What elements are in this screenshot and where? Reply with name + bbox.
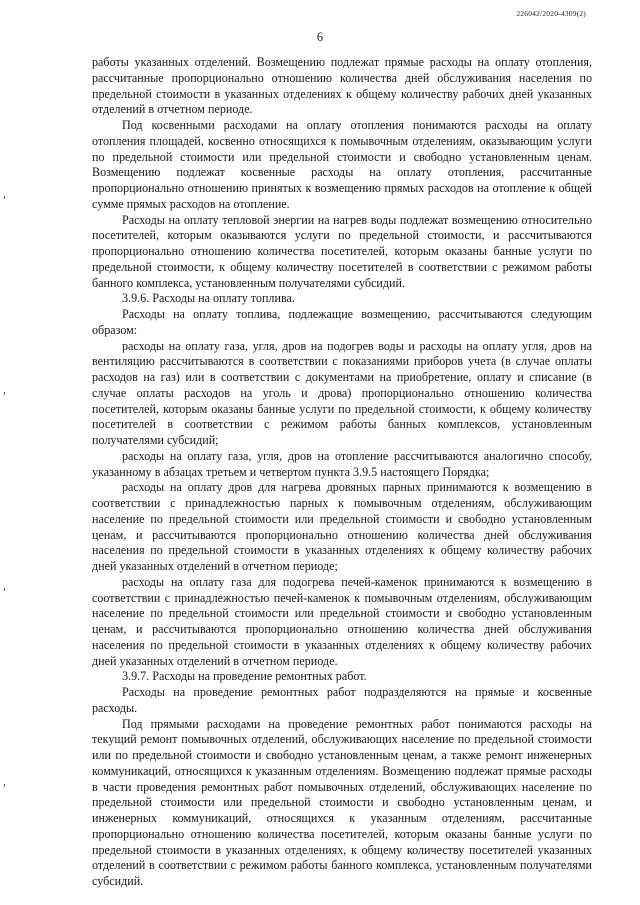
paragraph: Расходы на проведение ремонтных работ подразделяются на прямые и косвенные расходы. [92, 685, 592, 715]
paragraph: расходы на оплату газа, угля, дров на подогрев воды и расходы на оплату угля, дров на вентиляцию рассчитываются в соответствии с показаниями приборов учета (в случае оплаты расходов на газ) или в соответствии с документами на приобретение, оплату и списание (в случае оплаты расходов на уголь и дрова) пропорционально отношению количества посетителей, которым оказаны банные услуги по предельной стоимости, к общему количеству посетителей в соответствии с режимом работы банных комплексов, установленным получателями субсидий; [92, 338, 592, 447]
paragraph: расходы на оплату газа для подогрева печей-каменок принимаются к возмещению в соответствии с принадлежностью печей-каменок к помывочным отделениям, обслуживающим население по предельной стоимости или предельной стоимости и свободно установленным ценам, и рассчитываются пропорционально отношению количества дней обслуживания населения по предельной стоимости в указанных отделениях к общему количеству рабочих дней указанных отделений в отчетном периоде. [92, 574, 592, 668]
paragraph: работы указанных отделений. Возмещению подлежат прямые расходы на оплату отопления, рассчитанные пропорционально отношению количества дней обслуживания населения по предельной стоимости в указанных отделениях к общему количеству рабочих дней указанных отделений в отчетном периоде. [92, 55, 592, 117]
paragraph: расходы на оплату дров для нагрева дровяных парных принимаются к возмещению в соответствии с принадлежностью парных к помывочным отделениям, обслуживающим население по предельной стоимости или предельной стоимости и свободно установленным ценам, и рассчитываются пропорционально отношению количества дней обслуживания населения по предельной стоимости в указанных отделениях к общему количеству рабочих дней указанных отделений в отчетном периоде; [92, 480, 592, 573]
paragraph: расходы на оплату газа, угля, дров на отопление рассчитываются аналогично способу, указанному в абзацах третьем и четвертом пункта 3.9.5 настоящего Порядка; [92, 448, 592, 479]
scan-speck [4, 588, 5, 591]
section-heading: 3.9.7. Расходы на проведение ремонтных работ. [122, 669, 367, 684]
section-heading: 3.9.6. Расходы на оплату топлива. [122, 291, 295, 306]
document-id: 226042/2020-4309(2) [516, 9, 586, 18]
scan-speck [4, 196, 5, 199]
document-body [92, 55, 592, 890]
paragraph: Под прямыми расходами на проведение ремонтных работ понимаются расходы на текущий ремонт помывочных отделений, обслуживающих население по предельной стоимости или по предельной стоимости и свободно установленным ценам, а также ремонт инженерных коммуникаций, относящихся к указанным отделениям. Возмещению подлежат прямые расходы в части проведения ремонтных работ помывочных отделений, обслуживающих население по предельной стоимости или предельной стоимости и свободно установленным ценам, и инженерных коммуникаций, относящихся к указанным отделениям, рассчитанные пропорционально отношению количества посетителей, которым оказаны банные услуги по предельной стоимости в указанных отделениях, к общему количеству посетителей указанных отделений в соответствии с режимом работы банного комплекса, установленным получателями субсидий. [92, 716, 592, 888]
paragraph: Расходы на оплату топлива, подлежащие возмещению, рассчитываются следующим образом: [92, 307, 592, 337]
paragraph: Расходы на оплату тепловой энергии на нагрев воды подлежат возмещению относительно посетителей, которым оказываются услуги по предельной стоимости, и рассчитываются пропорционально отношению количества посетителей, которым оказаны банные услуги по предельной стоимости, к общему количеству посетителей в соответствии с режимом работы банного комплекса, установленным получателями субсидий. [92, 212, 592, 290]
scan-speck [4, 784, 5, 787]
scan-speck [4, 392, 5, 395]
paragraph: Под косвенными расходами на оплату отопления понимаются расходы на оплату отопления площадей, косвенно относящихся к помывочным отделениям, оказывающим услуги по предельной стоимости или предельной стоимости и свободно установленным ценам. Возмещению подлежат косвенные расходы на оплату отопления, рассчитанные пропорционально отношению принятых к возмещению прямых расходов на отопление к общей сумме прямых расходов на отопление. [92, 118, 592, 211]
page-number: 6 [316, 30, 324, 44]
